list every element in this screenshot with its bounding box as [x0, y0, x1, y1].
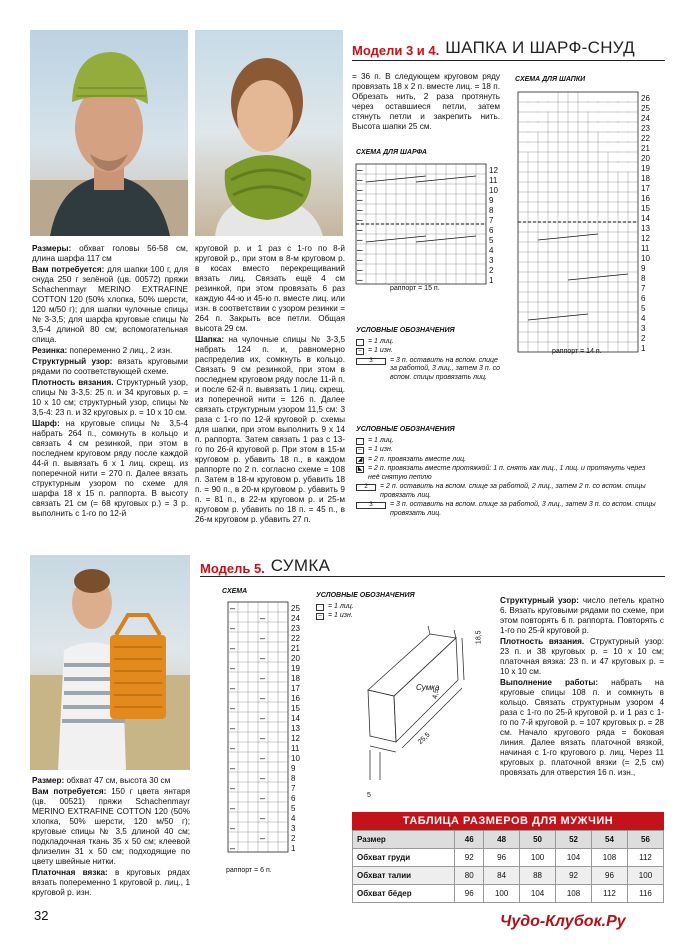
empty-cells [519, 113, 548, 122]
paragraph-text: обхват 47 см, высота 30 см [64, 776, 171, 785]
row-label: 7 [641, 284, 646, 293]
purl-mark: – [357, 245, 363, 256]
text-column-right: = 36 п. В следующем круговом ряду провязать 18 х 2 п. вместе лиц. = 18 п. Обрезать нить, 2 раза протянуть через оставшиеся петли, затем стянуть петли и закрепить нить. Высота шапки 25 см. [352, 72, 500, 131]
row-label: 7 [489, 216, 494, 225]
row-label: 3 [641, 324, 646, 333]
paragraph [32, 419, 188, 519]
row-label: 9 [489, 196, 494, 205]
row-label: 8 [489, 206, 494, 215]
row-label: 21 [291, 644, 300, 653]
purl-mark: – [230, 723, 236, 733]
row-label: 12 [641, 234, 650, 243]
table-cell: Обхват бёдер [353, 885, 455, 903]
paragraph-text: на чулочные спицы № 3-3,5 набрать 124 п. и, равномерно распределив их, сомкнуть в кольцо. Связать 9 см резинкой, при этом в последнем круговом ряду после 11-й п. и после 62-й п. вывязать 1 лиц. скрещ. из поперечной нити = 126 п. Далее связать структурным узором 11,5 см: 3 раза с 1-го по 12-й круговой р. схемы для шапки, при этом выполнить 9 х 14 п. раппорта. Затем связать 1 раз с 13-го по 26-й круговой р. При этом в 15-м круговом р. убавить 18 п., в каждом раппорте по 2 п. согласно схеме = 108 п. Затем в 18-м круговом р. убавить 18 п. = 90 п., в 20-м круговом р. убавить 9 п. = 81 п., в 22-м круговом р. и 25-м круговом р. убавить по 18 п. = 45 п., в 26-м круговом р. убавить 27 п. [195, 335, 345, 524]
table-cell: 112 [592, 885, 628, 903]
photo-woman-bag [30, 555, 190, 770]
header-rule [200, 576, 665, 577]
paragraph-key: Вам потребуется: [32, 265, 105, 274]
row-label: 3 [291, 824, 296, 833]
legend-item [356, 465, 656, 482]
table-row [353, 867, 664, 885]
table-cell: 116 [627, 885, 663, 903]
empty-cells [599, 143, 638, 152]
purl-mark: – [230, 663, 236, 673]
legend-text: = 2 п. оставить на вспом. спице за работой, 2 лиц., затем 2 п. со вспом. спицы провязать лиц. [380, 483, 646, 499]
text-column-left [32, 244, 188, 520]
paragraph [500, 637, 664, 677]
paragraph-text: 150 г цвета янтаря (цв. 00521) пряжи Schachenmayr MERINO EXTRAFINE COTTON 120 (50% хлопка, 50% шерсти, 120 м/50 г); круговые спицы № 3,5 длиной 40 см; подкладочная ткань 35 х 50 см; клеевой флизелин 31 х 50 см; подходящие по цвету швейные нитки. [32, 787, 190, 866]
purl-mark: – [260, 733, 266, 743]
row-label: 24 [291, 614, 300, 623]
row-label: 23 [641, 124, 650, 133]
paragraph-key: Структурный узор: [32, 357, 113, 366]
bag-text-left [32, 776, 190, 899]
legend-symbol [316, 604, 324, 611]
bag-chart-title: СХЕМА [222, 588, 248, 595]
row-label: 23 [291, 624, 300, 633]
legend-item [356, 347, 506, 356]
row-label: 12 [489, 166, 498, 175]
purl-mark: – [260, 693, 266, 703]
table-cell: 96 [592, 867, 628, 885]
purl-mark: – [260, 673, 266, 683]
table-cell: 100 [520, 849, 556, 867]
row-label: 6 [291, 794, 296, 803]
table-cell: 112 [627, 849, 663, 867]
row-label: 1 [641, 344, 646, 353]
row-label: 2 [489, 266, 494, 275]
row-label: 25 [641, 104, 650, 113]
table-cell: 104 [556, 849, 592, 867]
empty-cells [519, 123, 548, 132]
row-label: 1 [291, 844, 296, 853]
legend-item [356, 501, 656, 518]
hat-chart [514, 88, 664, 356]
legend-symbol: 2 [356, 484, 376, 491]
purl-mark: – [260, 833, 266, 843]
empty-cells [599, 133, 638, 142]
purl-mark: – [230, 643, 236, 653]
paragraph [32, 244, 188, 264]
purl-mark: – [357, 165, 363, 176]
row-label: 4 [291, 814, 296, 823]
legend-item [316, 603, 436, 612]
purl-mark: – [357, 215, 363, 226]
paragraph [32, 868, 190, 898]
purl-mark: – [357, 255, 363, 266]
row-label: 25 [291, 604, 300, 613]
paragraph-text: Структурный узор: 23 п. и 38 круговых р. = 10 х 10 см; платочная вязка: 23 п. и 47 круговых р. = 10 х 10 см. [500, 637, 664, 676]
paragraph-text: Структурный узор, спицы № 3-3,5: 25 п. и 34 круговых р. = 10 х 10 см; структурный узор, спицы № 3,5-4: 23 п. и 32 круговых р. = 10 х 10 см. [32, 378, 188, 417]
table-cell: 96 [484, 849, 520, 867]
table-cell: 54 [592, 831, 628, 849]
paragraph-key: Шарф: [32, 419, 60, 428]
purl-mark: – [230, 763, 236, 773]
size-table [352, 830, 664, 903]
purl-mark: – [230, 703, 236, 713]
row-label: 5 [641, 304, 646, 313]
section-header-bag [200, 556, 330, 577]
empty-cells [519, 153, 528, 162]
legend-symbol: ◣ [357, 466, 363, 473]
table-cell: 50 [520, 831, 556, 849]
row-label: 21 [641, 144, 650, 153]
table-cell: 92 [556, 867, 592, 885]
purl-mark: – [260, 793, 266, 803]
row-label: 12 [291, 734, 300, 743]
paragraph [32, 378, 188, 418]
paragraph-text: на круговые спицы № 3,5-4 набрать 264 п., сомкнуть в кольцо и связать 4 см резинкой, при этом в последнем круговом ряду после каждой 44-й п. вывязать 6 х 1 лиц. скрещ. из поперечной нити = 270 п. Далее вязать структурным узором по схеме для шарфа 18 х 15 п. раппорта. В высоту связать 21 см (= 68 круговых р.) = 3 р. выполнить с 1-го по 12-й [32, 419, 188, 518]
purl-mark: – [230, 623, 236, 633]
paragraph-key: Плотность вязания. [32, 378, 114, 387]
paragraph-key: Плотность вязания. [500, 637, 585, 646]
purl-mark: – [357, 175, 363, 186]
row-label: 18 [291, 674, 300, 683]
paragraph [32, 265, 188, 345]
purl-mark: – [357, 195, 363, 206]
purl-mark: – [260, 753, 266, 763]
paragraph-text: для шапки 100 г, для снуда 250 г зелёной (цв. 00572) пряжи Schachenmayr MERINO EXTRAFINE COTTON 120 (50% хлопка, 50% шерсти, 120 м/50 г); для шапки чулочные спицы № 3-3,5; для шарфа круговые спицы № 3,5-4 длиной 80 см; вспомогательная спица. [32, 265, 189, 344]
dim-base: 5 [367, 792, 371, 799]
legend-text: = 1 лиц. [368, 436, 394, 444]
table-cell: 108 [556, 885, 592, 903]
empty-cells [579, 93, 638, 102]
row-label: 9 [641, 264, 646, 273]
header-rule [352, 60, 665, 61]
section-header-hat [352, 38, 635, 59]
legend-item [356, 456, 656, 465]
paragraph-key: Шапка: [195, 335, 225, 344]
row-label: 20 [641, 154, 650, 163]
legend-bag: УСЛОВНЫЕ ОБОЗНАЧЕНИЯ = 1 лиц. – = 1 изн. [316, 592, 436, 622]
empty-cells [579, 103, 638, 112]
row-label: 24 [641, 114, 650, 123]
paragraph-key: Размер: [32, 776, 65, 785]
legend-item [356, 357, 506, 383]
purl-mark: – [230, 843, 236, 853]
row-label: 6 [641, 294, 646, 303]
legend-text: = 1 лиц. [368, 337, 394, 345]
legend-symbol: ◢ [357, 456, 363, 463]
purl-mark: – [260, 713, 266, 723]
paragraph [32, 357, 188, 377]
purl-mark: – [260, 813, 266, 823]
purl-mark: – [230, 743, 236, 753]
dim-length: 25,5 [416, 731, 432, 746]
model-label: Модели 3 и 4. [352, 42, 440, 58]
legend-text: = 1 изн. [328, 612, 353, 620]
section-title: ШАПКА И ШАРФ-СНУД [445, 38, 635, 57]
purl-mark: – [230, 783, 236, 793]
scarf-chart [352, 160, 512, 300]
empty-cells [519, 143, 538, 152]
purl-mark: – [260, 653, 266, 663]
row-label: 19 [641, 164, 650, 173]
section-title: СУМКА [270, 556, 331, 575]
page-number: 32 [34, 908, 49, 923]
row-label: 16 [291, 694, 300, 703]
dim-height: 18,5 [475, 630, 483, 645]
row-label: 14 [291, 714, 300, 723]
purl-mark: – [357, 265, 363, 276]
watermark: Чудо-Клубок.Ру [500, 913, 626, 930]
row-label: 10 [489, 186, 498, 195]
paragraph-text: набрать на круговые спицы 108 п. и сомкнуть в кольцо. Связать структурным узором 4 раза с 1-го по 25-й круговой р. и 1 раз с 1-го по 7-й круговой р. = 107 круговых р. = 28 см. Начало кругового ряда = боковая линия. Далее вязать платочной вязкой, начиная с 1-го кругового р. лиц. Через 11 круговых р. платочной вязки (= 2,5 см) провязать для отверстия 16 п. изн., [500, 678, 664, 777]
paragraph-text: в круговых рядах вязать попеременно 1 круговой р. лиц., 1 круговой р. изн. [32, 868, 190, 897]
row-label: 16 [641, 194, 650, 203]
photo-man-hat [30, 30, 188, 236]
paragraph [32, 787, 190, 867]
empty-cells [589, 113, 638, 122]
table-cell: 56 [627, 831, 663, 849]
row-label: 6 [489, 226, 494, 235]
purl-mark: – [357, 275, 363, 286]
row-label: 2 [641, 334, 646, 343]
row-label: 10 [641, 254, 650, 263]
hat-rapport: раппорт = 14 п. [552, 348, 602, 355]
table-cell: 48 [484, 831, 520, 849]
table-cell: 100 [627, 867, 663, 885]
row-label: 5 [291, 804, 296, 813]
purl-mark: – [230, 603, 236, 613]
row-label: 17 [641, 184, 650, 193]
paragraph [500, 596, 664, 636]
model-label: Модель 5. [200, 560, 265, 576]
purl-mark: – [260, 633, 266, 643]
purl-mark: – [230, 683, 236, 693]
row-label: 17 [291, 684, 300, 693]
paragraph [500, 678, 664, 778]
row-label: 13 [641, 224, 650, 233]
table-cell: 84 [484, 867, 520, 885]
row-label: 4 [641, 314, 646, 323]
table-cell: Обхват талии [353, 867, 455, 885]
table-cell: 88 [520, 867, 556, 885]
table-cell: 100 [484, 885, 520, 903]
legend-text: = 1 изн. [368, 347, 393, 355]
legend-text: = 3 п. оставить на вспом. спице за работой, 3 лиц., затем 3 п. со вспом. спицы провязать лиц. [390, 501, 656, 517]
legend-symbol: – [356, 447, 364, 454]
paragraph-key: Структурный узор: [500, 596, 580, 605]
table-cell: 52 [556, 831, 592, 849]
empty-cells [519, 103, 558, 112]
row-label: 4 [489, 246, 494, 255]
paragraph-text: вязать круговыми рядами по соответствующей схеме. [32, 357, 188, 376]
legend-scarf: УСЛОВНЫЕ ОБОЗНАЧЕНИЯ = 1 лиц. – = 1 изн. 3 = 3 п. оставить на вспом. спице за работой, 3 лиц., затем 3 п. со вспом. спицы провязать лиц. [356, 327, 506, 383]
bag-diagram [350, 620, 490, 800]
table-cell: 92 [455, 849, 484, 867]
legend-hat: УСЛОВНЫЕ ОБОЗНАЧЕНИЯ = 1 лиц. – = 1 изн. ◢ = 2 п. провязать вместе лиц. ◣ = 2 п. провязать вместе протяжкой: 1 п. снять как лиц., 1 лиц. и протянуть через неё снятую петлю 2 = 2 п. оставить на вспом. спице за работой, 2 лиц., затем 2 п. со вспом. спицы провязать лиц. 3 = 3 п. оставить на вспом. спице за работой, 3 лиц., затем 3 п. со вспом. спицы провязать лиц. [356, 426, 656, 517]
row-label: 13 [291, 724, 300, 733]
purl-mark: – [357, 185, 363, 196]
row-label: 22 [291, 634, 300, 643]
row-label: 14 [641, 214, 650, 223]
paragraph-key: Платочная вязка: [32, 868, 108, 877]
row-label: 8 [291, 774, 296, 783]
bag-rapport: раппорт = 6 п. [226, 867, 272, 874]
row-label: 20 [291, 654, 300, 663]
legend-item [356, 437, 656, 446]
purl-mark: – [357, 235, 363, 246]
row-label: 9 [291, 764, 296, 773]
size-table-title: ТАБЛИЦА РАЗМЕРОВ ДЛЯ МУЖЧИН [352, 812, 664, 830]
row-label: 2 [291, 834, 296, 843]
paragraph-key: Размеры: [32, 244, 72, 253]
row-label: 8 [641, 274, 646, 283]
row-label: 22 [641, 134, 650, 143]
row-label: 26 [641, 94, 650, 103]
legend-text: = 1 изн. [368, 446, 393, 454]
table-cell: 104 [520, 885, 556, 903]
purl-mark: – [260, 613, 266, 623]
dim-depth: 4,5 [431, 688, 441, 700]
table-cell: 108 [592, 849, 628, 867]
table-row [353, 849, 664, 867]
empty-cells [519, 133, 538, 142]
paragraph [195, 335, 345, 525]
bag-text-right [500, 596, 664, 779]
empty-cells [609, 163, 638, 172]
row-label: 11 [641, 244, 650, 253]
row-label: 11 [291, 744, 300, 753]
legend-item [356, 446, 656, 455]
scarf-chart-title: СХЕМА ДЛЯ ШАРФА [356, 149, 427, 156]
hat-chart-title: СХЕМА ДЛЯ ШАПКИ [515, 76, 586, 83]
table-cell: 80 [455, 867, 484, 885]
text-column-middle [195, 244, 345, 526]
legend-symbol [356, 339, 364, 346]
legend-item [356, 338, 506, 347]
scarf-rapport: раппорт = 15 п. [390, 285, 440, 292]
row-label: 3 [489, 256, 494, 265]
empty-cells [519, 93, 558, 102]
legend-text: = 1 лиц. [328, 602, 354, 610]
paragraph [195, 244, 345, 334]
paragraph [32, 776, 190, 786]
table-cell: Обхват груди [353, 849, 455, 867]
legend-item [356, 483, 656, 500]
legend-text: = 3 п. оставить на вспом. спице за работой, 3 лиц., затем 3 п. со вспом. спицы провязать лиц. [390, 356, 501, 381]
row-label: 7 [291, 784, 296, 793]
bag-chart [226, 600, 306, 862]
row-label: 10 [291, 754, 300, 763]
table-cell: 96 [455, 885, 484, 903]
paragraph-text: обхват головы 56-58 см, длина шарфа 117 см [32, 244, 188, 263]
table-row [353, 885, 664, 903]
paragraph-key: Вам потребуется: [32, 787, 107, 796]
empty-cells [519, 163, 528, 172]
legend-text: = 2 п. провязать вместе протяжкой: 1 п. снять как лиц., 1 лиц. и протянуть через неё снятую петлю [368, 465, 646, 481]
paragraph-key: Выполнение работы: [500, 678, 599, 687]
legend-symbol [356, 438, 364, 445]
table-cell: 46 [455, 831, 484, 849]
photo-woman-snood [195, 30, 343, 236]
row-label: 18 [641, 174, 650, 183]
bag-diagram-label: Сумка [416, 683, 440, 692]
purl-mark: – [230, 803, 236, 813]
empty-cells [609, 153, 638, 162]
row-label: 11 [489, 176, 498, 185]
row-label: 5 [489, 236, 494, 245]
purl-mark: – [357, 205, 363, 216]
purl-mark: – [230, 823, 236, 833]
legend-symbol: 3 [356, 358, 386, 365]
row-label: 15 [291, 704, 300, 713]
legend-symbol: – [356, 348, 364, 355]
table-cell: Размер [353, 831, 455, 849]
purl-mark: – [260, 773, 266, 783]
paragraph-text: попеременно 2 лиц., 2 изн. [67, 346, 173, 355]
legend-text: = 2 п. провязать вместе лиц. [368, 455, 467, 463]
empty-cells [589, 123, 638, 132]
paragraph-key: Резинка: [32, 346, 68, 355]
row-label: 1 [489, 276, 494, 285]
purl-mark: – [357, 225, 363, 236]
paragraph [32, 346, 188, 356]
legend-symbol: – [316, 613, 324, 620]
row-label: 19 [291, 664, 300, 673]
legend-symbol: 3 [356, 502, 386, 509]
paragraph-text: круговой р. и 1 раз с 1-го по 8-й круговой р., при этом в 8-м круговом р. в косах вместо перекрещиваний вязать лиц. Связать ещё 4 см резинкой, при этом провязать 6 раз каждую 44-ю и 45-ю п. вместе лиц. или изн. в соответствии с узором резинки = 264 п. Закрыть все петли. Общая высота 29 см. [195, 244, 345, 333]
paragraph-text: число петель кратно 6. Вязать круговыми рядами по схеме, при этом повторять 6 п. раппорта. Повторять с 1-го по 25-й круговой р. [500, 596, 664, 635]
row-label: 15 [641, 204, 650, 213]
table-row [353, 831, 664, 849]
